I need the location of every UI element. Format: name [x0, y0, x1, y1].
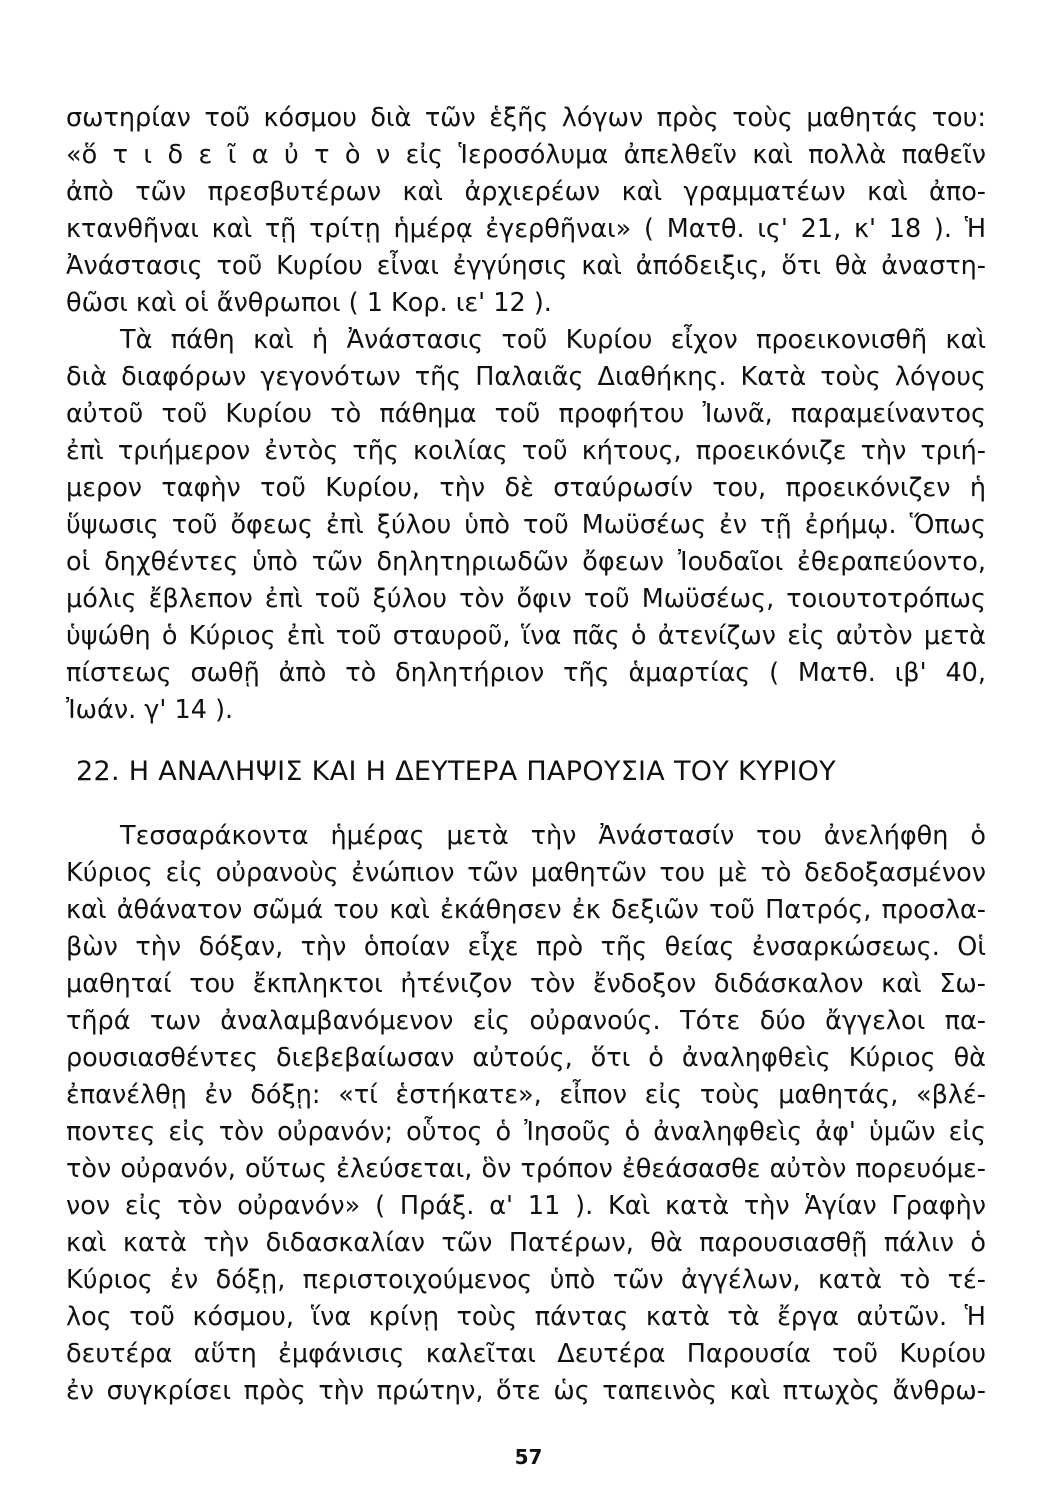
text-line: μερον ταφὴν τοῦ Κυρίου, τὴν δὲ σταύρωσίν του, προεικόνιζεν ἡ	[66, 473, 986, 503]
text-line: ἐπὶ τριήμερον ἐντὸς τῆς κοιλίας τοῦ κήτους, προεικόνιζε τὴν τριή-	[66, 436, 986, 466]
text-line: θῶσι καὶ οἱ ἄνθρωποι ( 1 Κορ. ιε' 12 ).	[66, 288, 552, 318]
section-heading: 22. Η ΑΝΑΛΗΨΙΣ ΚΑΙ Η ΔΕΥΤΕΡΑ ΠΑΡΟΥΣΙΑ ΤΟΥ ΚΥΡΙΟΥ	[76, 756, 836, 787]
text-line: τὸν οὐρανόν, οὕτως ἐλεύσεται, ὃν τρόπον ἐθεάσασθε αὐτὸν πορευόμε-	[66, 1154, 986, 1184]
text-line: οἱ δηχθέντες ὑπὸ τῶν δηλητηριωδῶν ὄφεων Ἰουδαῖοι ἐθεραπεύοντο,	[66, 547, 986, 577]
paragraph-block-ascension	[66, 818, 986, 1410]
text-line: ἐν συγκρίσει πρὸς τὴν πρώτην, ὅτε ὡς ταπεινὸς καὶ πτωχὸς ἄνθρω-	[66, 1376, 986, 1406]
text-line: λος τοῦ κόσμου, ἵνα κρίνῃ τοὺς πάντας κατὰ τὰ ἔργα αὐτῶν. Ἡ	[66, 1302, 986, 1332]
text-line: ἐπανέλθῃ ἐν δόξῃ: «τί ἑστήκατε», εἶπον εἰς τοὺς μαθητάς, «βλέ-	[66, 1080, 986, 1110]
text-line: «ὅ τ ι δ ε ῖ α ὐ τ ὸ ν εἰς Ἱεροσόλυμα ἀπελθεῖν καὶ πολλὰ παθεῖν	[66, 140, 986, 170]
text-line: μόλις ἔβλεπον ἐπὶ τοῦ ξύλου τὸν ὄφιν τοῦ Μωϋσέως, τοιουτοτρόπως	[66, 584, 986, 614]
text-line: κτανθῆναι καὶ τῇ τρίτῃ ἡμέρᾳ ἐγερθῆναι» ( Ματθ. ις' 21, κ' 18 ). Ἡ	[66, 214, 986, 244]
text-line: ὕψωσις τοῦ ὄφεως ἐπὶ ξύλου ὑπὸ τοῦ Μωϋσέως ἐν τῇ ἐρήμῳ. Ὅπως	[66, 510, 986, 540]
text-line: μαθηταί του ἔκπληκτοι ἠτένιζον τὸν ἔνδοξον διδάσκαλον καὶ Σω-	[66, 969, 986, 999]
text-line: βὼν τὴν δόξαν, τὴν ὁποίαν εἶχε πρὸ τῆς θείας ἐνσαρκώσεως. Οἱ	[66, 932, 986, 962]
text-line: ὑψώθη ὁ Κύριος ἐπὶ τοῦ σταυροῦ, ἵνα πᾶς ὁ ἀτενίζων εἰς αὐτὸν μετὰ	[66, 621, 986, 651]
text-line: τῆρά των ἀναλαμβανόμενον εἰς οὐρανούς. Τότε δύο ἄγγελοι πα-	[66, 1006, 986, 1036]
text-line: Τὰ πάθη καὶ ἡ Ἀνάστασις τοῦ Κυρίου εἶχον προεικονισθῆ καὶ	[120, 325, 986, 355]
text-line: νον εἰς τὸν οὐρανόν» ( Πράξ. α' 11 ). Καὶ κατὰ τὴν Ἁγίαν Γραφὴν	[66, 1191, 986, 1221]
text-line: Ἰωάν. γ' 14 ).	[66, 695, 234, 725]
paragraph-block-resurrection	[66, 100, 986, 729]
text-line: ποντες εἰς τὸν οὐρανόν; οὗτος ὁ Ἰησοῦς ὁ ἀναληφθεὶς ἀφ' ὑμῶν εἰς	[66, 1117, 986, 1147]
text-line: πίστεως σωθῇ ἀπὸ τὸ δηλητήριον τῆς ἁμαρτίας ( Ματθ. ιβ' 40,	[66, 658, 986, 688]
text-line: διὰ διαφόρων γεγονότων τῆς Παλαιᾶς Διαθήκης. Κατὰ τοὺς λόγους	[66, 362, 986, 392]
text-line: σωτηρίαν τοῦ κόσμου διὰ τῶν ἑξῆς λόγων πρὸς τοὺς μαθητάς του:	[66, 103, 986, 133]
text-line: ρουσιασθέντες διεβεβαίωσαν αὐτούς, ὅτι ὁ ἀναληφθεὶς Κύριος θὰ	[66, 1043, 986, 1073]
text-line: δευτέρα αὕτη ἐμφάνισις καλεῖται Δευτέρα Παρουσία τοῦ Κυρίου	[66, 1339, 986, 1369]
text-line: Τεσσαράκοντα ἡμέρας μετὰ τὴν Ἀνάστασίν του ἀνελήφθη ὁ	[120, 821, 986, 851]
text-line: καὶ κατὰ τὴν διδασκαλίαν τῶν Πατέρων, θὰ παρουσιασθῇ πάλιν ὁ	[66, 1228, 986, 1258]
text-line: Κύριος εἰς οὐρανοὺς ἐνώπιον τῶν μαθητῶν του μὲ τὸ δεδοξασμένον	[66, 858, 986, 888]
text-line: καὶ ἀθάνατον σῶμά του καὶ ἐκάθησεν ἐκ δεξιῶν τοῦ Πατρός, προσλα-	[66, 895, 986, 925]
text-line: Κύριος ἐν δόξῃ, περιστοιχούμενος ὑπὸ τῶν ἀγγέλων, κατὰ τὸ τέ-	[66, 1265, 986, 1295]
text-line: Ἀνάστασις τοῦ Κυρίου εἶναι ἐγγύησις καὶ ἀπόδειξις, ὅτι θὰ ἀναστη-	[66, 251, 986, 281]
text-line: αὐτοῦ τοῦ Κυρίου τὸ πάθημα τοῦ προφήτου Ἰωνᾶ, παραμείναντος	[66, 399, 986, 429]
text-line: ἀπὸ τῶν πρεσβυτέρων καὶ ἀρχιερέων καὶ γραμματέων καὶ ἀπο-	[66, 177, 986, 207]
page-number: 57	[514, 1445, 543, 1469]
